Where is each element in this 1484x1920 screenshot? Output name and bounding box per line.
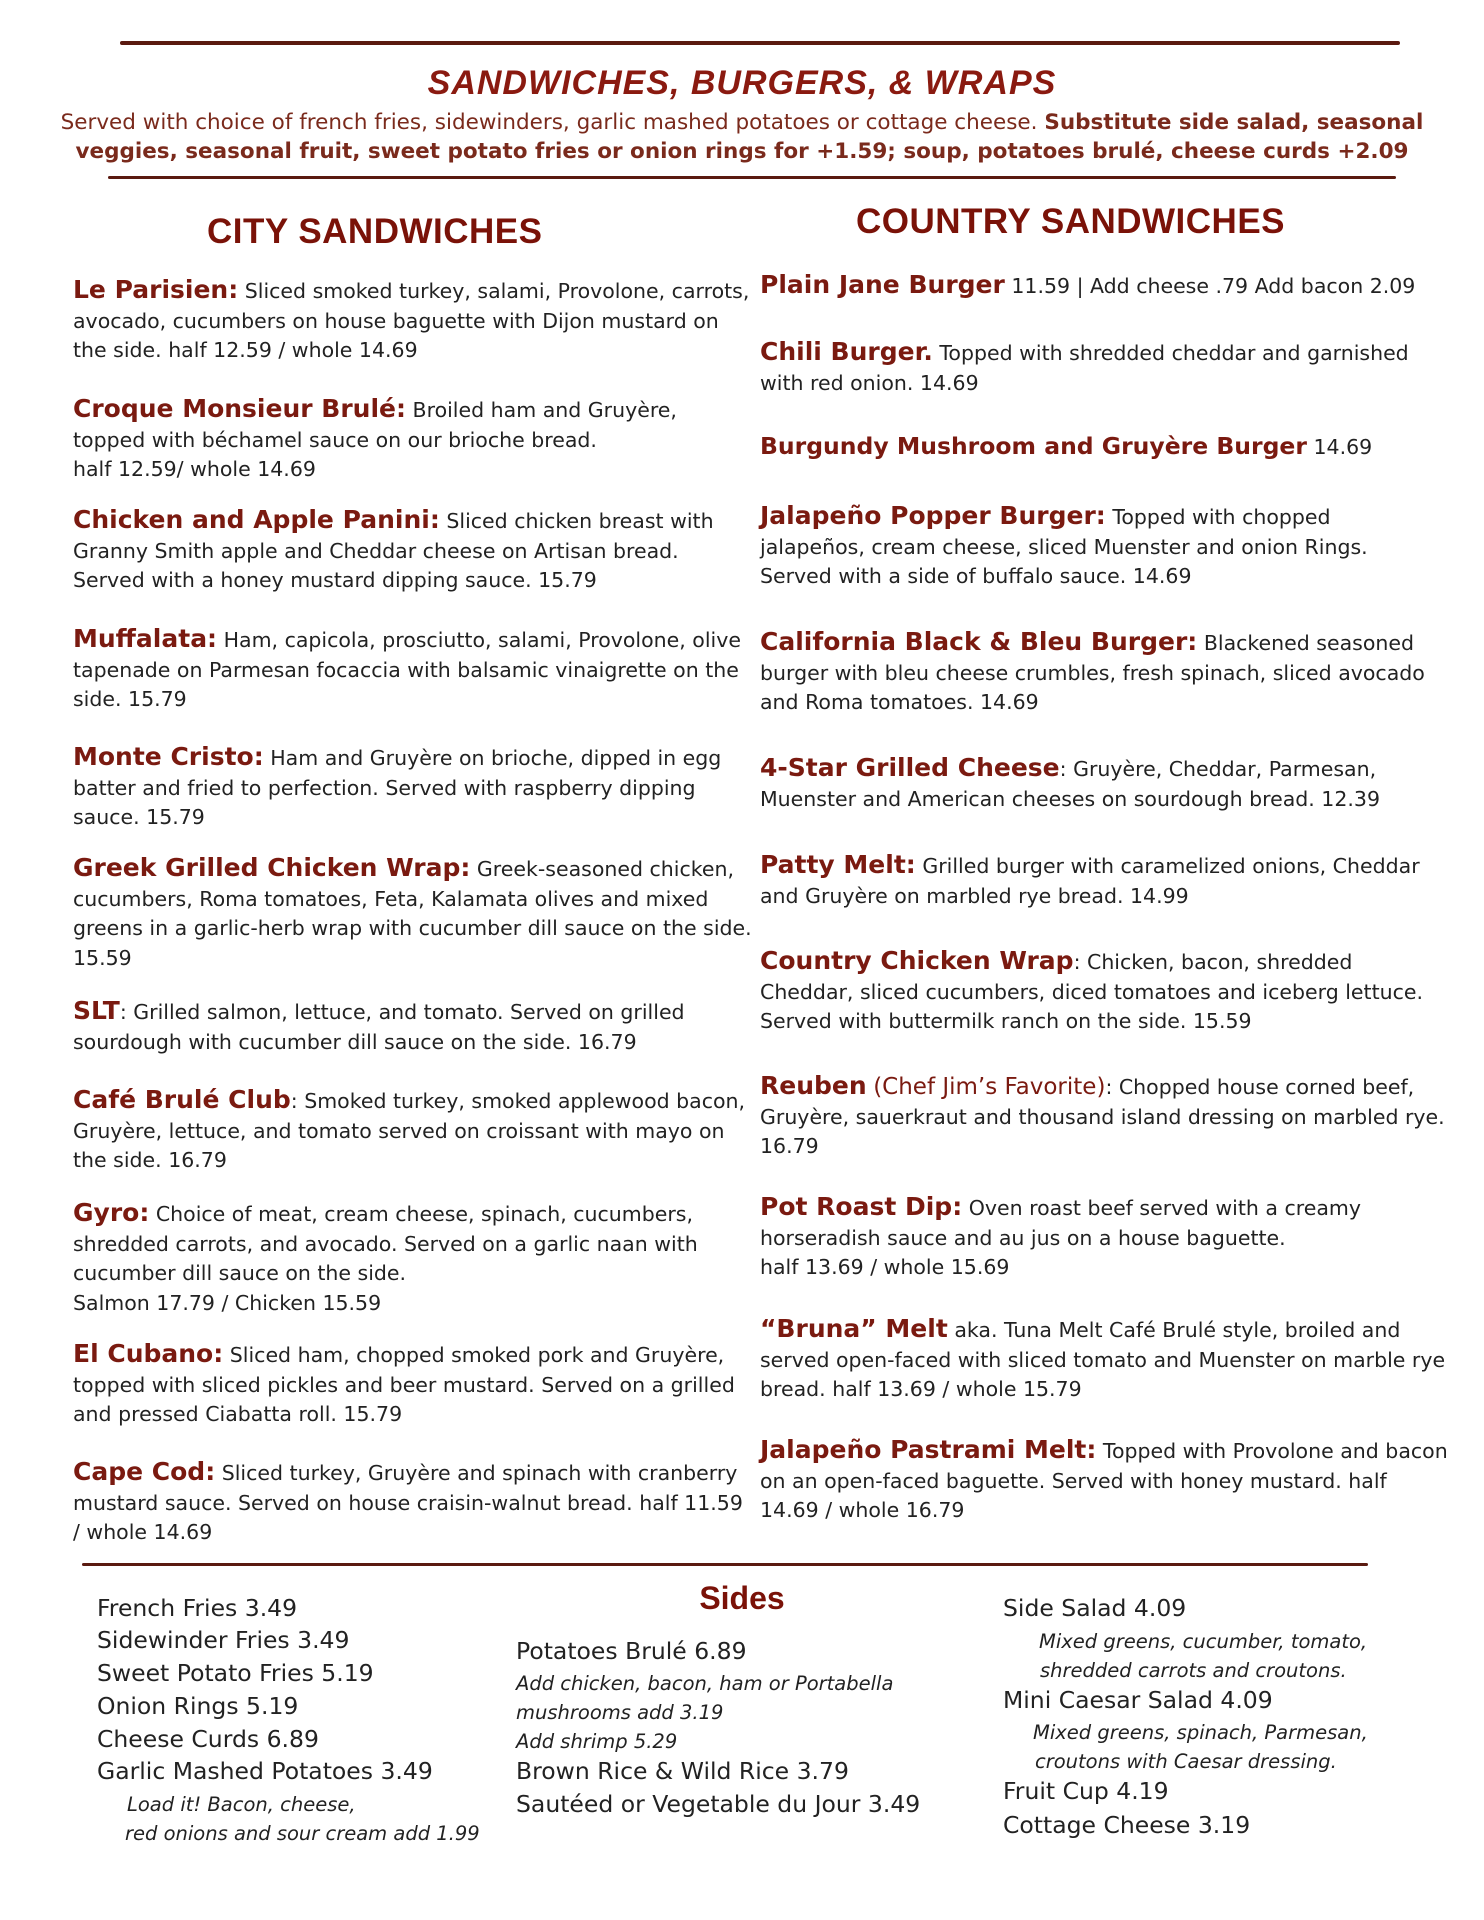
side-note: shredded carrots and croutons. bbox=[1040, 1659, 1347, 1682]
menu-item bbox=[760, 270, 1460, 302]
menu-item bbox=[73, 1198, 753, 1318]
item-price: half 12.59/ whole 14.69 bbox=[73, 457, 316, 481]
side-item: Potatoes Brulé 6.89 bbox=[516, 1637, 747, 1665]
item-tag: (Chef Jim’s Favorite) bbox=[873, 1074, 1106, 1100]
menu-item bbox=[73, 853, 753, 973]
sides-rule bbox=[82, 1563, 1368, 1566]
item-desc: 11.59 | Add cheese .79 Add bacon 2.09 bbox=[1011, 274, 1416, 298]
menu-item bbox=[73, 1085, 753, 1176]
item-name: 4-Star Grilled Cheese bbox=[760, 753, 1060, 782]
item-desc: : Smoked turkey, smoked applewood bacon, Gruyère, lettuce, and tomato served on croissant with mayo on the side. 16.79 bbox=[73, 1089, 746, 1172]
item-desc: Sliced smoked turkey, salami, Provolone, carrots, avocado, cucumbers on house baguette with Dijon mustard on the side. half 12.59 / whole 14.69 bbox=[73, 279, 750, 362]
menu-item bbox=[73, 742, 753, 833]
item-price: half 13.69 / whole 15.69 bbox=[760, 1255, 1010, 1279]
item-desc: Greek-seasoned chicken, cucumbers, Roma tomatoes, Feta, Kalamata olives and mixed greens in a garlic-herb wrap with cucumber dill sauce on the side. 15.59 bbox=[73, 857, 752, 970]
city-title: CITY SANDWICHES bbox=[207, 212, 543, 251]
sides-title: Sides bbox=[699, 1580, 785, 1616]
subtitle-regular: Served with choice of french fries, sidewinders, garlic mashed potatoes or cottage cheese. bbox=[60, 110, 1038, 135]
item-desc: Sliced chicken breast with Granny Smith apple and Cheddar cheese on Artisan bread. Served with a honey mustard dipping sauce. 15.79 bbox=[73, 509, 714, 592]
item-name: Le Parisien: bbox=[73, 275, 239, 304]
item-desc: Sliced turkey, Gruyère and spinach with cranberry mustard sauce. Served on house craisin-walnut bread. half 11.59 / whole 14.69 bbox=[73, 1461, 743, 1544]
menu-item bbox=[760, 946, 1440, 1037]
side-note: Add chicken, bacon, ham or Portabella bbox=[516, 1672, 894, 1695]
menu-item bbox=[760, 850, 1440, 911]
section-subtitle bbox=[60, 108, 1424, 166]
side-item: Sweet Potato Fries 5.19 bbox=[97, 1659, 374, 1687]
menu-item bbox=[760, 1071, 1450, 1162]
menu-item bbox=[73, 1339, 753, 1430]
item-desc: : Grilled salmon, lettuce, and tomato. Served on grilled sourdough with cucumber dill sauce on the side. 16.79 bbox=[73, 1000, 685, 1054]
item-desc: Broiled ham and Gruyère, topped with béchamel sauce on our brioche bread. bbox=[73, 398, 677, 452]
side-item: Garlic Mashed Potatoes 3.49 bbox=[97, 1757, 433, 1785]
item-desc: Oven roast beef served with a creamy horseradish sauce and au jus on a house baguette. bbox=[760, 1196, 1362, 1250]
item-desc: Ham, capicola, prosciutto, salami, Provolone, olive tapenade on Parmesan focaccia with balsamic vinaigrette on the side. 15.79 bbox=[73, 628, 741, 711]
side-note: croutons with Caesar dressing. bbox=[1035, 1750, 1337, 1773]
country-title: COUNTRY SANDWICHES bbox=[856, 202, 1286, 241]
item-desc: Sliced ham, chopped smoked pork and Gruyère, topped with sliced pickles and beer mustard. Served on a grilled and pressed Ciabatta roll. 15.79 bbox=[73, 1343, 735, 1426]
side-item: Cottage Cheese 3.19 bbox=[1003, 1811, 1251, 1839]
item-name: Monte Cristo: bbox=[73, 742, 264, 771]
top-rule bbox=[120, 41, 1400, 45]
item-desc: Choice of meat, cream cheese, spinach, cucumbers, shredded carrots, and avocado. Served on a garlic naan with cucumber dill sauce on the side. bbox=[73, 1202, 698, 1285]
menu-item bbox=[73, 394, 753, 485]
item-desc: Topped with chopped jalapeños, cream cheese, sliced Muenster and onion Rings. Served with a side of buffalo sauce. 14.69 bbox=[760, 505, 1368, 588]
menu-item bbox=[760, 753, 1440, 814]
item-name: California Black & Bleu Burger: bbox=[760, 627, 1198, 656]
side-note: Mixed greens, cucumber, tomato, bbox=[1039, 1630, 1368, 1653]
menu-item bbox=[760, 1435, 1450, 1526]
item-name: Greek Grilled Chicken Wrap: bbox=[73, 853, 471, 882]
side-item: French Fries 3.49 bbox=[97, 1594, 298, 1622]
item-name: Café Brulé Club bbox=[73, 1085, 291, 1114]
item-name: Reuben bbox=[760, 1071, 867, 1100]
item-name: Country Chicken Wrap bbox=[760, 946, 1074, 975]
side-note: red onions and sour cream add 1.99 bbox=[125, 1822, 480, 1845]
item-name: Jalapeño Pastrami Melt: bbox=[760, 1435, 1097, 1464]
menu-item bbox=[760, 501, 1440, 592]
item-desc: : Gruyère, Cheddar, Parmesan, Muenster and American cheeses on sourdough bread. 12.39 bbox=[760, 757, 1380, 811]
item-desc: Grilled burger with caramelized onions, Cheddar and Gruyère on marbled rye bread. 14.99 bbox=[760, 854, 1420, 908]
side-note: Mixed greens, spinach, Parmesan, bbox=[1033, 1721, 1368, 1744]
menu-item bbox=[760, 337, 1440, 398]
item-desc: : Chicken, bacon, shredded Cheddar, sliced cucumbers, diced tomatoes and iceberg lettuce. Served with buttermilk ranch on the side. 15.59 bbox=[760, 950, 1423, 1033]
menu-item bbox=[760, 1314, 1450, 1405]
menu-item bbox=[73, 624, 753, 715]
side-item: Onion Rings 5.19 bbox=[97, 1692, 299, 1720]
menu-item bbox=[760, 627, 1450, 718]
item-name: Plain Jane Burger bbox=[760, 270, 1005, 299]
item-desc: 14.69 bbox=[1313, 435, 1373, 459]
item-name: Burgundy Mushroom and Gruyère Burger bbox=[760, 432, 1307, 460]
side-note: mushrooms add 3.19 bbox=[516, 1701, 724, 1724]
item-desc: Ham and Gruyère on brioche, dipped in egg batter and fried to perfection. Served with raspberry dipping sauce. 15.79 bbox=[73, 746, 722, 829]
side-item: Sautéed or Vegetable du Jour 3.49 bbox=[516, 1790, 921, 1818]
item-desc: aka. Tuna Melt Café Brulé style, broiled and served open-faced with sliced tomato and Muenster on marble rye bread. half 13.69 / whole 15.79 bbox=[760, 1318, 1446, 1401]
subtitle-bold: Substitute side salad, seasonal veggies, seasonal fruit, sweet potato fries or onion rings for +1.59; soup, potatoes brulé, cheese curds +2.09 bbox=[75, 110, 1424, 164]
item-name: Croque Monsieur Brulé: bbox=[73, 394, 406, 423]
header-rule bbox=[108, 176, 1396, 179]
item-price: Salmon 17.79 / Chicken 15.59 bbox=[73, 1290, 382, 1315]
item-desc: Topped with Provolone and bacon on an open-faced baguette. Served with honey mustard. half 14.69 / whole 16.79 bbox=[760, 1439, 1448, 1522]
menu-item bbox=[760, 432, 1440, 463]
item-name: Muffalata: bbox=[73, 624, 218, 653]
side-note: Load it! Bacon, cheese, bbox=[127, 1793, 356, 1816]
menu-item bbox=[73, 505, 753, 596]
section-title: SANDWICHES, BURGERS, & WRAPS bbox=[427, 64, 1057, 102]
item-name: Chili Burger. bbox=[760, 337, 933, 366]
item-name: SLT bbox=[73, 996, 120, 1025]
item-name: Jalapeño Popper Burger: bbox=[760, 501, 1106, 530]
item-name: Cape Cod: bbox=[73, 1457, 216, 1486]
side-note: Add shrimp 5.29 bbox=[516, 1730, 678, 1753]
item-desc: Blackened seasoned burger with bleu cheese crumbles, fresh spinach, sliced avocado and Roma tomatoes. 14.69 bbox=[760, 631, 1425, 714]
item-name: Gyro: bbox=[73, 1198, 150, 1227]
side-item: Brown Rice & Wild Rice 3.79 bbox=[516, 1757, 849, 1785]
menu-item bbox=[760, 1192, 1420, 1283]
menu-item bbox=[73, 275, 753, 366]
side-item: Cheese Curds 6.89 bbox=[97, 1725, 319, 1753]
menu-item bbox=[73, 996, 753, 1057]
menu-item bbox=[73, 1457, 753, 1548]
side-item: Sidewinder Fries 3.49 bbox=[97, 1626, 350, 1654]
side-item: Fruit Cup 4.19 bbox=[1003, 1777, 1169, 1805]
item-name: Pot Roast Dip: bbox=[760, 1192, 963, 1221]
item-name: Patty Melt: bbox=[760, 850, 916, 879]
item-desc: Topped with shredded cheddar and garnished with red onion. 14.69 bbox=[760, 341, 1409, 395]
item-name: “Bruna” Melt bbox=[760, 1314, 948, 1343]
item-desc: : Chopped house corned beef, Gruyère, sauerkraut and thousand island dressing on marbled rye. 16.79 bbox=[760, 1075, 1445, 1158]
side-item: Side Salad 4.09 bbox=[1003, 1594, 1187, 1622]
item-name: Chicken and Apple Panini: bbox=[73, 505, 440, 534]
side-item: Mini Caesar Salad 4.09 bbox=[1003, 1686, 1273, 1714]
item-name: El Cubano: bbox=[73, 1339, 224, 1368]
